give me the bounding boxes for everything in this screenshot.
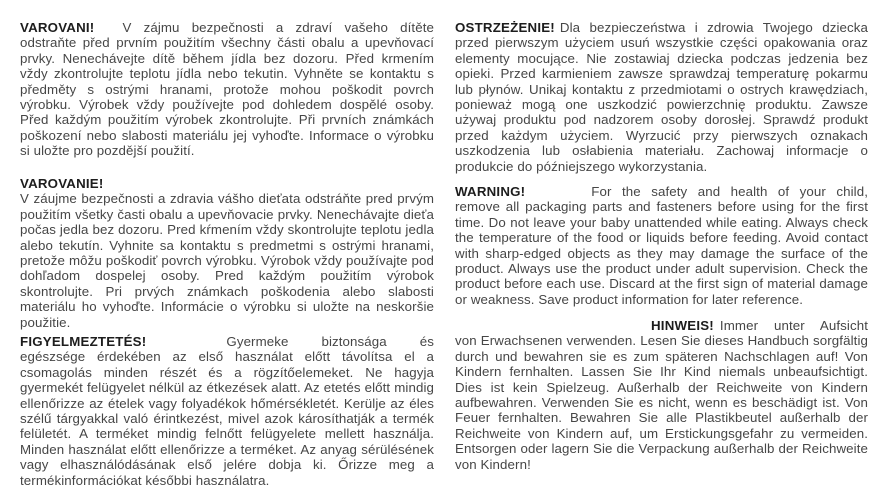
warning-paragraph-english [455, 184, 868, 307]
warning-heading-slovak: VAROVANIE! [20, 176, 104, 191]
warning-heading-german: HINWEIS! [651, 318, 714, 333]
warning-body-slovak: V záujme bezpečnosti a zdravia vášho dieťata odstráňte pred prvým použitím všetky časti obalu a upevňovacie prvky. Nenechávajte dieťa počas jedla bez dozoru. Pred kŕmením vždy skontrolujte teplotu jedla alebo tekutín. Vyhnite sa kontaktu s predmetmi s ostrými hranami, pretože môžu poškodiť povrch výrobku. Výrobok vždy používajte pod dohľadom dospelej osoby. Pred každým použitím výrobok skontrolujte. Pri prvých známkach poškodenia alebo slabosti materiálu ho vyhoďte. Informácie o výrobku si uložte na neskoršie použitie. [20, 191, 434, 330]
section-warning-english [455, 184, 868, 307]
warning-paragraph-czech [20, 20, 434, 159]
warning-heading-hungarian: FIGYELMEZTETÉS! [20, 334, 147, 349]
warning-paragraph-hungarian [20, 334, 434, 488]
warning-paragraph-slovak [20, 191, 434, 330]
section-warning-slovak [20, 176, 434, 330]
left-column [20, 0, 434, 494]
section-warning-polish [455, 20, 868, 174]
warning-heading-english: WARNING! [455, 184, 526, 199]
warning-heading-czech: VAROVANI! [20, 20, 95, 35]
warning-paragraph-german [455, 318, 868, 472]
warning-heading-polish: OSTRZEŻENIE! [455, 20, 555, 35]
warning-body-german: Immer unter Aufsicht von Erwachsenen verwenden. Lesen Sie dieses Handbuch sorgfältig durch und bewahren sie es zum späteren Nachschlagen auf! Von Kindern fernhalten. Lassen Sie Ihr Kind niemals unbeaufsichtigt. Dies ist kein Spielzeug. Außerhalb der Reichweite von Kindern aufbewahren. Verwenden Sie es nicht, wenn es beschädigt ist. Von Feuer fernhalten. Bewahren Sie alle Plastikbeutel außerhalb der Reichweite von Kindern auf, um Erstickungsgefahr zu vermeiden. Entsorgen oder lagern Sie die Verpackung außerhalb der Reichweite von Kindern! [455, 318, 868, 472]
right-column [455, 0, 868, 494]
warning-paragraph-polish [455, 20, 868, 174]
warning-body-polish: Dla bezpieczeństwa i zdrowia Twojego dziecka przed pierwszym użyciem usuń wszystkie części opakowania oraz elementy mocujące. Nie zostawiaj dziecka podczas jedzenia bez opieki. Przed karmieniem zawsze sprawdzaj temperaturę pokarmu lub płynów. Unikaj kontaktu z przedmiotami o ostrych krawędziach, ponieważ mogą one uszkodzić powierzchnię produktu. Zawsze używaj produktu pod nadzorem osoby dorosłej. Sprawdź produkt przed każdym użyciem. Wyrzucić przy pierwszych oznakach uszkodzenia lub osłabienia materiału. Zachowaj informacje o produkcie do późniejszego wykorzystania. [455, 20, 868, 174]
warning-body-czech: V zájmu bezpečnosti a zdraví vašeho dítěte odstraňte před prvním použitím všechny části obalu a upevňovací prvky. Nenechávejte dítě během jídla bez dozoru. Před krmením vždy zkontrolujte teplotu jídla nebo tekutin. Vyhněte se kontaktu s předměty s ostrými hranami, protože mohou poškodit povrch výrobku. Výrobek vždy používejte pod dohledem dospělé osoby. Před každým použitím výrobek zkontrolujte. Při prvních známkách poškození nebo slabosti materiálu jej vyhoďte. Informace o výrobku si uložte pro pozdější použití. [20, 20, 434, 159]
section-warning-german [455, 318, 868, 472]
section-warning-hungarian [20, 334, 434, 488]
warning-body-hungarian: Gyermeke biztonsága és egészsége érdekében az első használat előtt távolítsa el a csomagolás minden részét és a rögzítőelemeket. Ne hagyja gyermekét felügyelet nélkül az étkezések alatt. Az etetés előtt mindig ellenőrizze az ételek vagy folyadékok hőmérsékletét. Kerülje az éles szélű tárgyakkal való érintkezést, mivel azok károsíthatják a termék felületét. A terméket mindig felnőtt felügyelete mellett használja. Minden használat előtt ellenőrizze a terméket. Az anyag sérülésének vagy elhasználódásának első jelére dobja ki. Őrizze meg a termékinformációkat későbbi használatra. [20, 334, 434, 488]
warning-body-english: For the safety and health of your child, remove all packaging parts and fasteners before using for the first time. Do not leave your baby unattended while eating. Always check the temperature of the food or liquids before feeding. Avoid contact with sharp-edged objects as they may damage the surface of the product. Always use the product under adult supervision. Check the product before each use. Discard at the first sign of material damage or weakness. Save product information for later reference. [455, 184, 868, 307]
section-warning-czech [20, 20, 434, 159]
